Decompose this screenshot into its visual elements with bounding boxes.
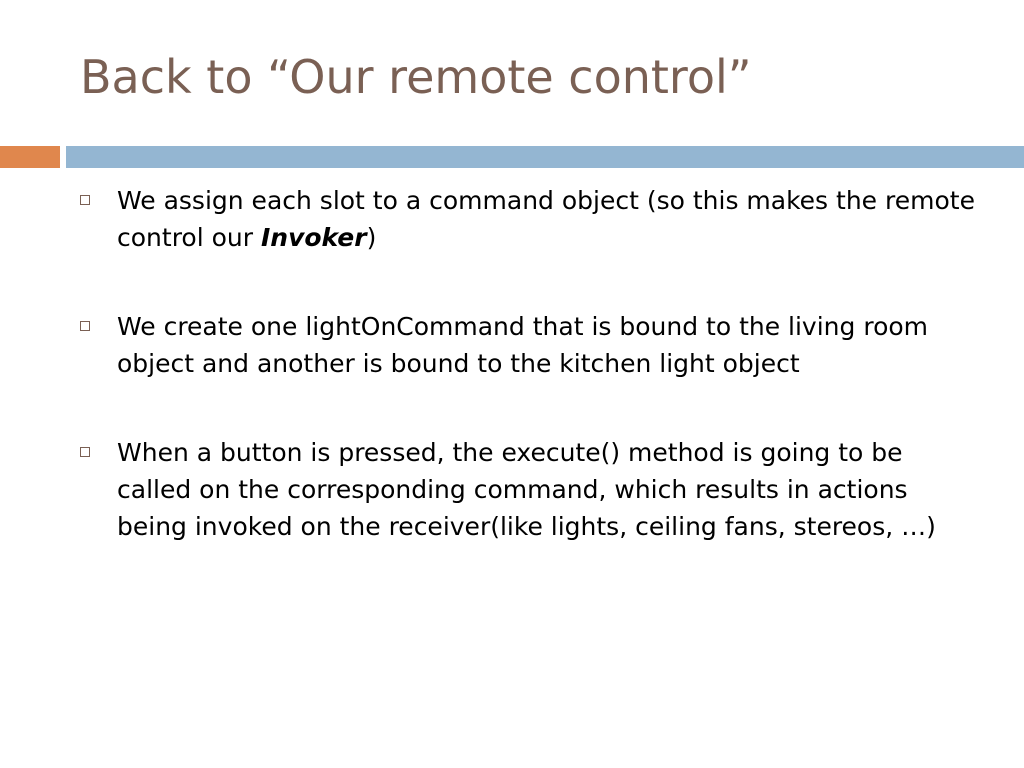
hollow-square-icon bbox=[80, 195, 90, 205]
invoker-emphasis: Invoker bbox=[260, 223, 367, 252]
bullet-text: We create one lightOnCommand that is bound to the living room object and another is bound to the kitchen light object bbox=[117, 312, 929, 378]
title-divider-bar bbox=[66, 146, 1024, 168]
hollow-square-icon bbox=[80, 321, 90, 331]
accent-bar bbox=[0, 146, 60, 168]
bullet-item-light-on-command bbox=[80, 308, 980, 382]
bullet-text-start: We assign each slot to a command object (so this makes the remote control our bbox=[117, 186, 975, 252]
bullet-text-end: ) bbox=[366, 223, 377, 252]
bullet-text: When a button is pressed, the execute() method is going to be called on the corresponding command, which results in actions being invoked on the receiver(like lights, ceiling fans, stereos, …) bbox=[117, 438, 936, 541]
bullet-list bbox=[80, 182, 980, 597]
bullet-item-invoker bbox=[80, 182, 980, 256]
bullet-text bbox=[117, 186, 975, 252]
bullet-item-execute bbox=[80, 434, 980, 545]
hollow-square-icon bbox=[80, 447, 90, 457]
slide-title: Back to “Our remote control” bbox=[80, 50, 752, 104]
